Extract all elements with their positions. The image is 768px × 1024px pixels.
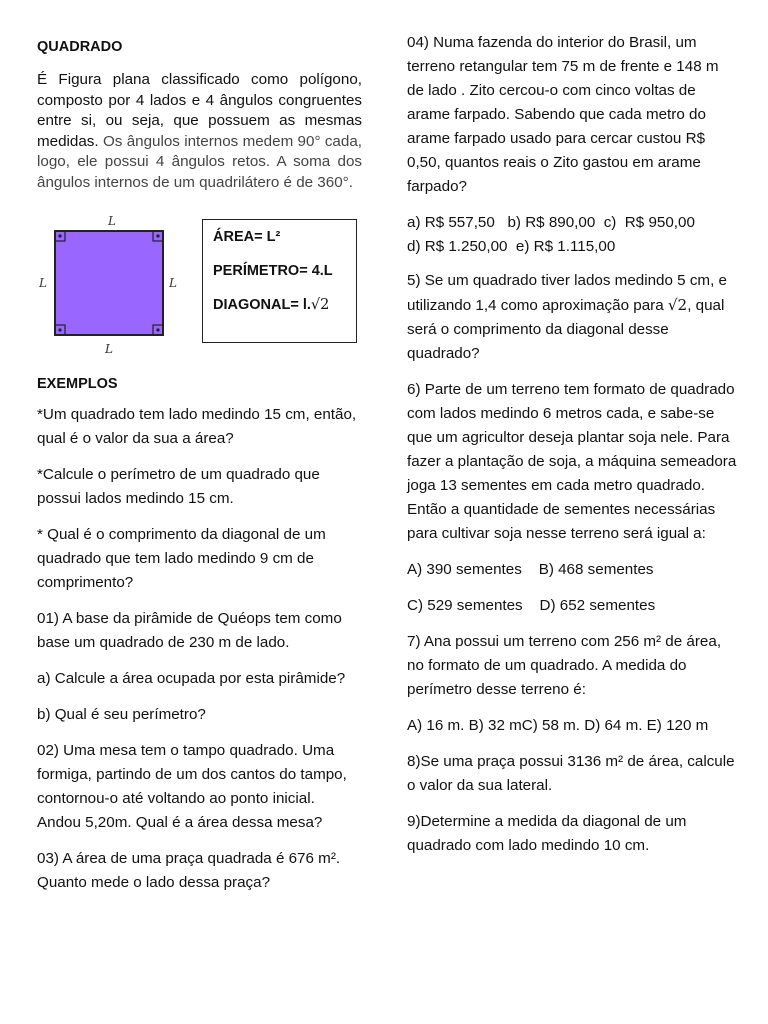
square-diagram <box>37 213 187 363</box>
intro-paragraph <box>37 70 362 193</box>
area-formula: ÁREA= L² <box>213 229 281 245</box>
square-shape <box>55 231 163 335</box>
question-05-text-before: 5) Se um quadrado tiver lados medindo 5 cm, e utilizando 1,4 como aproximação para <box>407 272 727 314</box>
perimeter-formula: PERÍMETRO= 4.L <box>213 263 333 279</box>
section-title: QUADRADO <box>37 39 123 55</box>
question-03: 03) A área de uma praça quadrada é 676 m². Quanto mede o lado dessa praça? <box>37 850 341 891</box>
diagonal-root: √2 <box>310 297 330 313</box>
diagonal-formula <box>213 296 346 314</box>
side-label-top: L <box>108 214 116 228</box>
question-06-options-line-1: A) 390 sementes B) 468 sementes <box>407 561 654 578</box>
question-01: 01) A base da pirâmide de Quéops tem como base um quadrado de 230 m de lado. <box>37 610 342 651</box>
examples-title: EXEMPLOS <box>37 376 118 392</box>
question-04: 04) Numa fazenda do interior do Brasil, um terreno retangular tem 75 m de frente e 148 m de lado . Zito cercou-o com cinco voltas de arame farpado. Sabendo que cada metro do arame farpado usado para cercar custou R$ 0,50, quantos reais o Zito gastou em arame farpado? <box>407 34 719 195</box>
question-07: 7) Ana possui um terreno com 256 m² de área, no formato de um quadrado. A medida do perímetro desse terreno é: <box>407 633 722 698</box>
question-01-a: a) Calcule a área ocupada por esta pirâmide? <box>37 670 346 687</box>
intro-angles-text: Os ângulos internos medem 90° cada, logo, ele possui 4 ângulos retos. A soma dos ângulos internos de um quadrilátero é de 360°. <box>37 132 362 191</box>
intro-main-text: É Figura plana classificado como polígono, composto por 4 lados e 4 ângulos congruentes entre si, ou seja, que possuem as mesmas medidas. <box>37 71 362 150</box>
corner-dot <box>156 328 159 331</box>
square-diagram-svg <box>37 213 187 363</box>
question-09: 9)Determine a medida da diagonal de um quadrado com lado medindo 10 cm. <box>407 813 687 854</box>
question-04-options <box>407 211 737 259</box>
question-05 <box>407 269 737 366</box>
example-diagonal: * Qual é o comprimento da diagonal de um quadrado que tem lado medindo 9 cm de comprimento? <box>37 526 326 591</box>
right-column <box>407 34 737 870</box>
side-label-right: L <box>169 276 177 290</box>
diagonal-formula-prefix: DIAGONAL= l. <box>213 297 311 313</box>
question-06: 6) Parte de um terreno tem formato de quadrado com lados medindo 6 metros cada, e sabe-se que um agricultor deseja plantar soja nele. Para fazer a plantação de soja, a máquina semeadora joga 13 sementes em cada metro quadrado. Então a quantidade de sementes necessárias para cultivar soja nesse terreno será igual a: <box>407 381 737 542</box>
question-05-text-after: , qual será o comprimento da diagonal desse quadrado? <box>407 297 725 362</box>
question-02: 02) Uma mesa tem o tampo quadrado. Uma formiga, partindo de um dos cantos do tampo, contornou-o até voltando ao ponto inicial. Andou 5,20m. Qual é a área dessa mesa? <box>37 742 347 831</box>
left-column <box>37 34 362 907</box>
question-04-options-line-2: d) R$ 1.250,00 e) R$ 1.115,00 <box>407 238 616 255</box>
side-label-left: L <box>39 276 47 290</box>
example-perimeter: *Calcule o perímetro de um quadrado que possui lados medindo 15 cm. <box>37 466 320 507</box>
question-06-options-line-2: C) 529 sementes D) 652 sementes <box>407 597 656 614</box>
question-05-root: √2 <box>667 296 688 314</box>
question-07-options: A) 16 m. B) 32 mC) 58 m. D) 64 m. E) 120 m <box>407 717 709 734</box>
corner-dot <box>58 234 61 237</box>
corner-dot <box>58 328 61 331</box>
square-figure-row <box>37 213 362 363</box>
question-04-options-line-1: a) R$ 557,50 b) R$ 890,00 c) R$ 950,00 <box>407 214 695 231</box>
example-area: *Um quadrado tem lado medindo 15 cm, então, qual é o valor da sua a área? <box>37 406 357 447</box>
side-label-bottom: L <box>105 342 113 356</box>
corner-dot <box>156 234 159 237</box>
formula-box <box>202 219 357 343</box>
question-01-b: b) Qual é seu perímetro? <box>37 706 206 723</box>
question-08: 8)Se uma praça possui 3136 m² de área, calcule o valor da sua lateral. <box>407 753 735 794</box>
